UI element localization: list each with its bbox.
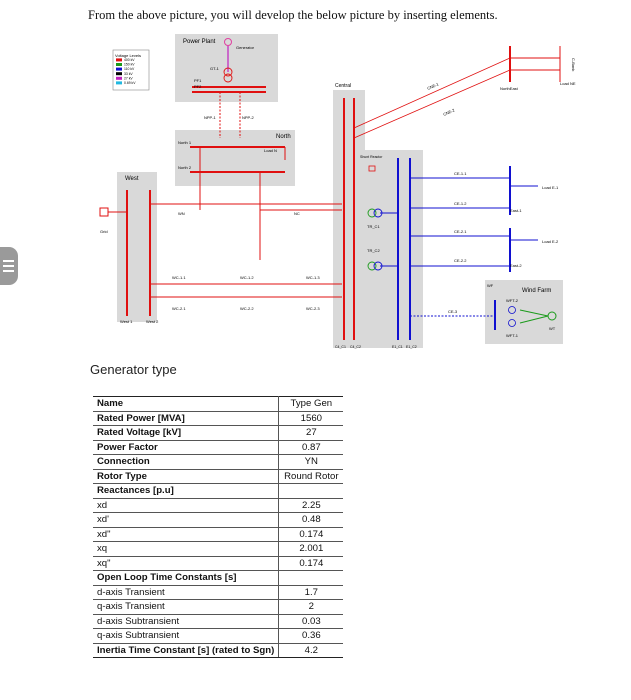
grid-icon xyxy=(100,208,108,216)
table-cell-value: Round Rotor xyxy=(279,469,344,484)
legend-swatch xyxy=(116,77,122,80)
e1-c1-label: E1_C1 xyxy=(392,345,403,349)
legend-label: 110 kV xyxy=(124,67,135,72)
pf1-label: PF1 xyxy=(194,78,202,83)
east1-label: East-1 xyxy=(510,208,522,213)
west1-label: West 1 xyxy=(120,319,133,324)
table-row xyxy=(93,629,343,644)
table-cell-value: 27 xyxy=(279,426,344,441)
north2-label: North 2 xyxy=(178,165,192,170)
e1-c2-label: E1_C2 xyxy=(406,345,417,349)
table-cell-value: YN xyxy=(279,455,344,470)
generator-table xyxy=(93,396,343,658)
ce22-label: CE-2.2 xyxy=(454,258,467,263)
power-system-diagram xyxy=(80,30,620,360)
table-cell-value xyxy=(279,571,344,586)
section-title: Generator type xyxy=(90,362,177,377)
table-cell-value: 0.48 xyxy=(279,513,344,528)
tr-c1-label: TR_C1 xyxy=(367,224,380,229)
legend-swatch xyxy=(116,68,122,71)
wc11-label: WC-1.1 xyxy=(172,275,186,280)
wt-label: WT xyxy=(549,326,556,331)
table-cell-name: xd xyxy=(93,498,279,513)
table-cell-name: q-axis Subtransient xyxy=(93,629,279,644)
wc13-label: WC-1.3 xyxy=(306,275,320,280)
table-cell-name: q-axis Transient xyxy=(93,600,279,615)
table-cell-value: 2.001 xyxy=(279,542,344,557)
table-cell-value: 0.36 xyxy=(279,629,344,644)
north-east-label: NorthEast xyxy=(500,86,518,91)
central-label: Central xyxy=(335,83,352,89)
table-cell-name: Rated Voltage [kV] xyxy=(93,426,279,441)
table-row xyxy=(93,455,343,470)
legend-swatch xyxy=(116,81,122,84)
header-name: Name xyxy=(93,397,279,412)
wn-label: WN xyxy=(178,211,185,216)
legend-swatch xyxy=(116,58,122,61)
table-row xyxy=(93,440,343,455)
table-cell-value: 0.87 xyxy=(279,440,344,455)
tr-c2-label: TR_C2 xyxy=(367,248,380,253)
nc-label: NC xyxy=(294,211,300,216)
npp1-label: NPP-1 xyxy=(204,115,216,120)
table-cell-name: xq xyxy=(93,542,279,557)
table-cell-value: 0.174 xyxy=(279,527,344,542)
table-cell-name: Reactances [p.u] xyxy=(93,484,279,499)
table-row xyxy=(93,484,343,499)
c4-c2-label: C4_C2 xyxy=(350,345,361,349)
legend-swatch xyxy=(116,63,122,66)
legend-title: Voltage Levels xyxy=(115,53,142,58)
table-row xyxy=(93,571,343,586)
table-cell-name: Rated Power [MVA] xyxy=(93,411,279,426)
north1-label: North 1 xyxy=(178,140,192,145)
table-cell-name: Open Loop Time Constants [s] xyxy=(93,571,279,586)
load-e2-label: Load E-2 xyxy=(542,239,559,244)
cne1-label: CNE-1 xyxy=(426,81,440,91)
table-cell-value: 2.25 xyxy=(279,498,344,513)
load-e1-label: Load E-1 xyxy=(542,185,559,190)
cne2-label: CNE-2 xyxy=(442,107,456,117)
table-row xyxy=(93,556,343,571)
ce21-label: CE-2.1 xyxy=(454,229,467,234)
pf2-label: PF2 xyxy=(194,84,202,89)
table-cell-value: 1.7 xyxy=(279,585,344,600)
east2-label: East-2 xyxy=(510,263,522,268)
table-row xyxy=(93,498,343,513)
table-row xyxy=(93,585,343,600)
side-panel-handle[interactable] xyxy=(0,247,18,285)
c4-c1-label: C4_C1 xyxy=(335,345,346,349)
table-row xyxy=(93,469,343,484)
gt1-label: GT-1 xyxy=(210,66,219,71)
central-area xyxy=(333,90,365,348)
table-row xyxy=(93,426,343,441)
shunt-reactor-label: Shunt Reactor xyxy=(360,155,383,159)
table-row xyxy=(93,411,343,426)
c-bank-label: C-Bank xyxy=(571,58,576,72)
table-cell-value: 0.174 xyxy=(279,556,344,571)
west2-label: West 2 xyxy=(146,319,159,324)
legend-label: 33 kV xyxy=(124,71,133,76)
table-cell-name: Connection xyxy=(93,455,279,470)
header-value: Type Gen xyxy=(279,397,344,412)
load-ne-label: Load NE xyxy=(560,81,576,86)
wc21-label: WC-2.1 xyxy=(172,306,186,311)
ce12-label: CE-1.2 xyxy=(454,201,467,206)
table-header-row xyxy=(93,397,343,412)
table-row xyxy=(93,527,343,542)
table-cell-value: 4.2 xyxy=(279,643,344,658)
wind-farm-label: Wind Farm xyxy=(522,288,552,294)
legend-label: 27 kV xyxy=(124,76,133,81)
legend-swatch xyxy=(116,72,122,75)
table-row xyxy=(93,513,343,528)
wc23-label: WC-2.3 xyxy=(306,306,320,311)
table-cell-name: xd" xyxy=(93,527,279,542)
west-label: West xyxy=(125,176,139,182)
table-cell-value: 1560 xyxy=(279,411,344,426)
power-plant-label: Power Plant xyxy=(183,39,216,45)
grid-label: Grid xyxy=(100,229,108,234)
table-cell-name: Rotor Type xyxy=(93,469,279,484)
table-cell-name: xd' xyxy=(93,513,279,528)
ce3-label: CE-3 xyxy=(448,309,458,314)
table-row xyxy=(93,614,343,629)
table-row xyxy=(93,542,343,557)
table-row xyxy=(93,643,343,658)
north-label: North xyxy=(276,134,291,140)
legend-label: 400 kV xyxy=(124,58,135,62)
table-cell-name: Power Factor xyxy=(93,440,279,455)
table-cell-value: 0.03 xyxy=(279,614,344,629)
table-cell-name: d-axis Subtransient xyxy=(93,614,279,629)
table-cell-name: d-axis Transient xyxy=(93,585,279,600)
table-cell-name: xq" xyxy=(93,556,279,571)
legend-label: 0.69 kV xyxy=(124,81,136,85)
generator-label: Generator xyxy=(236,45,255,50)
table-cell-value xyxy=(279,484,344,499)
wft2-label: WFT-2 xyxy=(506,298,518,303)
legend-label: 150 kV xyxy=(124,62,135,67)
wf-label: WF xyxy=(487,283,494,288)
table-row xyxy=(93,600,343,615)
load-n-label: Load N xyxy=(264,148,277,153)
wc12-label: WC-1.2 xyxy=(240,275,254,280)
wft1-label: WFT-1 xyxy=(506,333,518,338)
table-cell-value: 2 xyxy=(279,600,344,615)
intro-text: From the above picture, you will develop the below picture by inserting elements. xyxy=(88,8,498,22)
wc22-label: WC-2.2 xyxy=(240,306,254,311)
ce11-label: CE-1.1 xyxy=(454,171,467,176)
table-cell-name: Inertia Time Constant [s] (rated to Sgn) xyxy=(93,643,279,658)
npp2-label: NPP-2 xyxy=(242,115,254,120)
